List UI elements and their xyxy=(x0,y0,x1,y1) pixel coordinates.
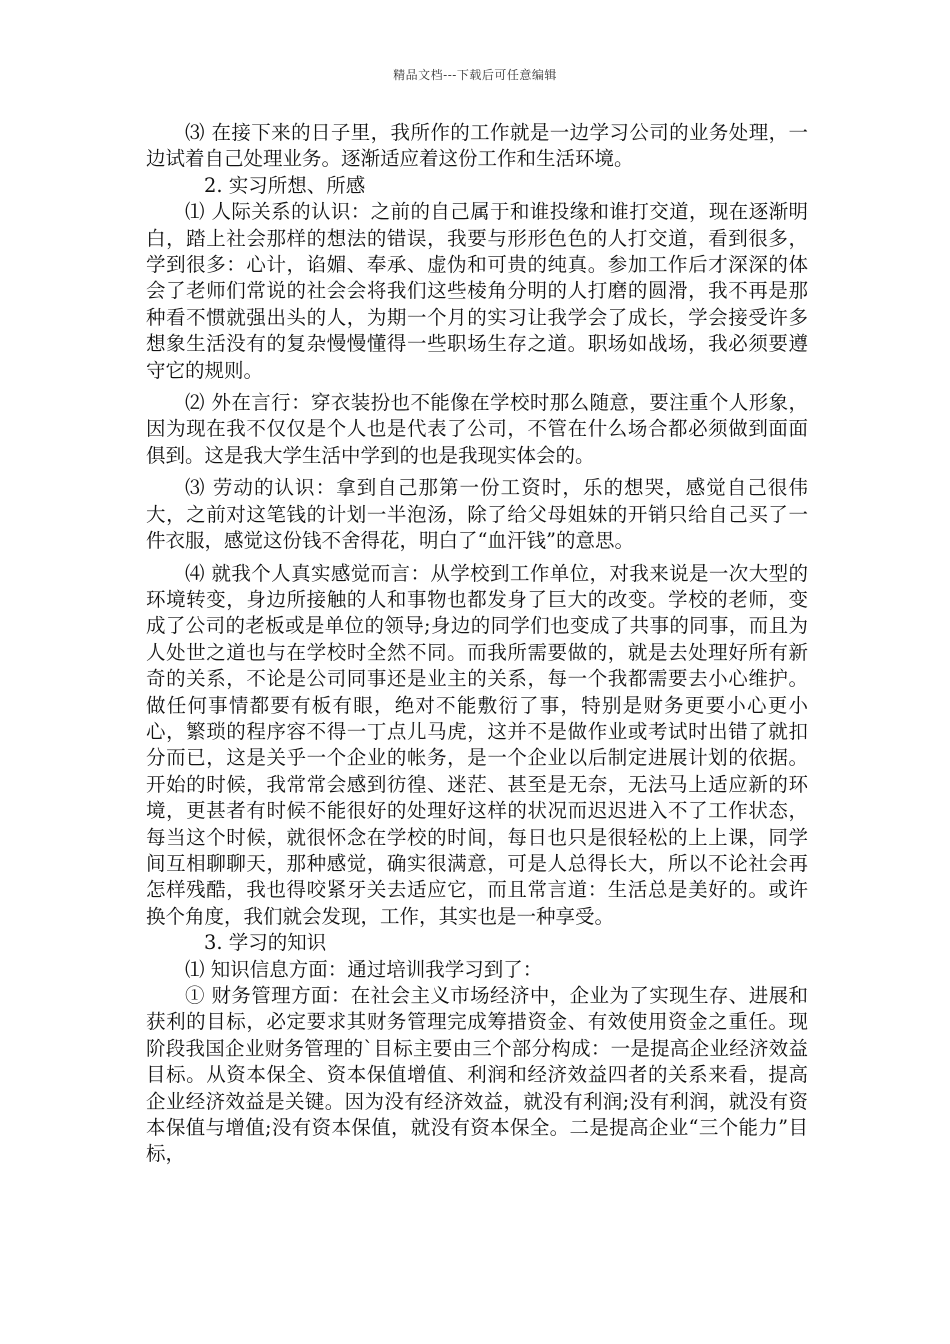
paragraph-interpersonal: ⑴ 人际关系的认识：之前的自己属于和谁投缘和谁打交道，现在逐渐明白，踏上社会那样的想法的错误，我要与形形色色的人打交道，看到很多，学到很多：心计，谄媚、奉承、虚伪和可贵的纯真。参加工作后才深深的体会了老师们常说的社会会将我们这些棱角分明的人打磨的圆滑，我不再是那种看不惯就强出头的人，为期一个月的实习让我学会了成长，学会接受许多想象生活没有的复杂慢慢懂得一些职场生存之道。职场如战场，我必须要遵守它的规则。 xyxy=(146,200,808,382)
document-body xyxy=(146,120,808,1168)
page-header: 精品文档---下载后可任意编辑 xyxy=(393,68,557,82)
section-heading-knowledge: 3. 学习的知识 xyxy=(204,931,327,955)
paragraph-knowledge-info: ⑴ 知识信息方面：通过培训我学习到了： xyxy=(185,957,543,981)
paragraph-personal-feeling: ⑷ 就我个人真实感觉而言：从学校到工作单位，对我来说是一次大型的环境转变，身边所接触的人和事物也都发身了巨大的改变。学校的老师，变成了公司的老板或是单位的领导;身边的同学们也变成了共事的同事，而且为人处世之道也与在学校时全然不同。而我所需要做的，就是去处理好所有新奇的关系，不论是公司同事还是业主的关系，每一个我都需要去小心维护。做任何事情都要有板有眼，绝对不能敷衍了事，特别是财务更要小心更小心，繁琐的程序容不得一丁点儿马虎，这并不是做作业或考试时出错了就扣分而已，这是关乎一个企业的帐务，是一个企业以后制定进展计划的依据。开始的时候，我常常会感到彷徨、迷茫、甚至是无奈，无法马上适应新的环境，更甚者有时候不能很好的处理好这样的状况而迟迟进入不了工作状态，每当这个时候，就很怀念在学校的时间，每日也只是很轻松的上上课，同学间互相聊聊天，那种感觉，确实很满意，可是人总得长大，所以不论社会再怎样残酷，我也得咬紧牙关去适应它，而且常言道：生活总是美好的。或许换个角度，我们就会发现，工作，其实也是一种享受。 xyxy=(146,561,808,928)
paragraph-financial-management: ① 财务管理方面：在社会主义市场经济中，企业为了实现生存、进展和获利的目标，必定要求其财务管理完成筹措资金、有效使用资金之重任。现阶段我国企业财务管理的`目标主要由三个部分构成：一是提高企业经济效益目标。从资本保全、资本保值增值、利润和经济效益四者的关系来看，提高企业经济效益是关键。因为没有经济效益，就没有利润;没有利润，就没有资本保值与增值;没有资本保值，就没有资本保全。二是提高企业“三个能力”目标， xyxy=(146,984,808,1166)
paragraph-labor: ⑶ 劳动的认识：拿到自己那第一份工资时，乐的想哭，感觉自己很伟大，之前对这笔钱的计划一半泡汤，除了给父母姐妹的开销只给自己买了一件衣服，感觉这份钱不舍得花，明白了“血汗钱”的意思。 xyxy=(146,476,808,553)
paragraph-appearance: ⑵ 外在言行：穿衣装扮也不能像在学校时那么随意，要注重个人形象，因为现在我不仅仅是个人也是代表了公司，不管在什么场合都必须做到面面俱到。这是我大学生活中学到的也是我现实体会的。 xyxy=(146,391,808,467)
paragraph-work-process: ⑶ 在接下来的日子里，我所作的工作就是一边学习公司的业务处理，一边试着自己处理业务。逐渐适应着这份工作和生活环境。 xyxy=(146,121,808,171)
section-heading-reflections: 2. 实习所想、所感 xyxy=(204,173,366,197)
